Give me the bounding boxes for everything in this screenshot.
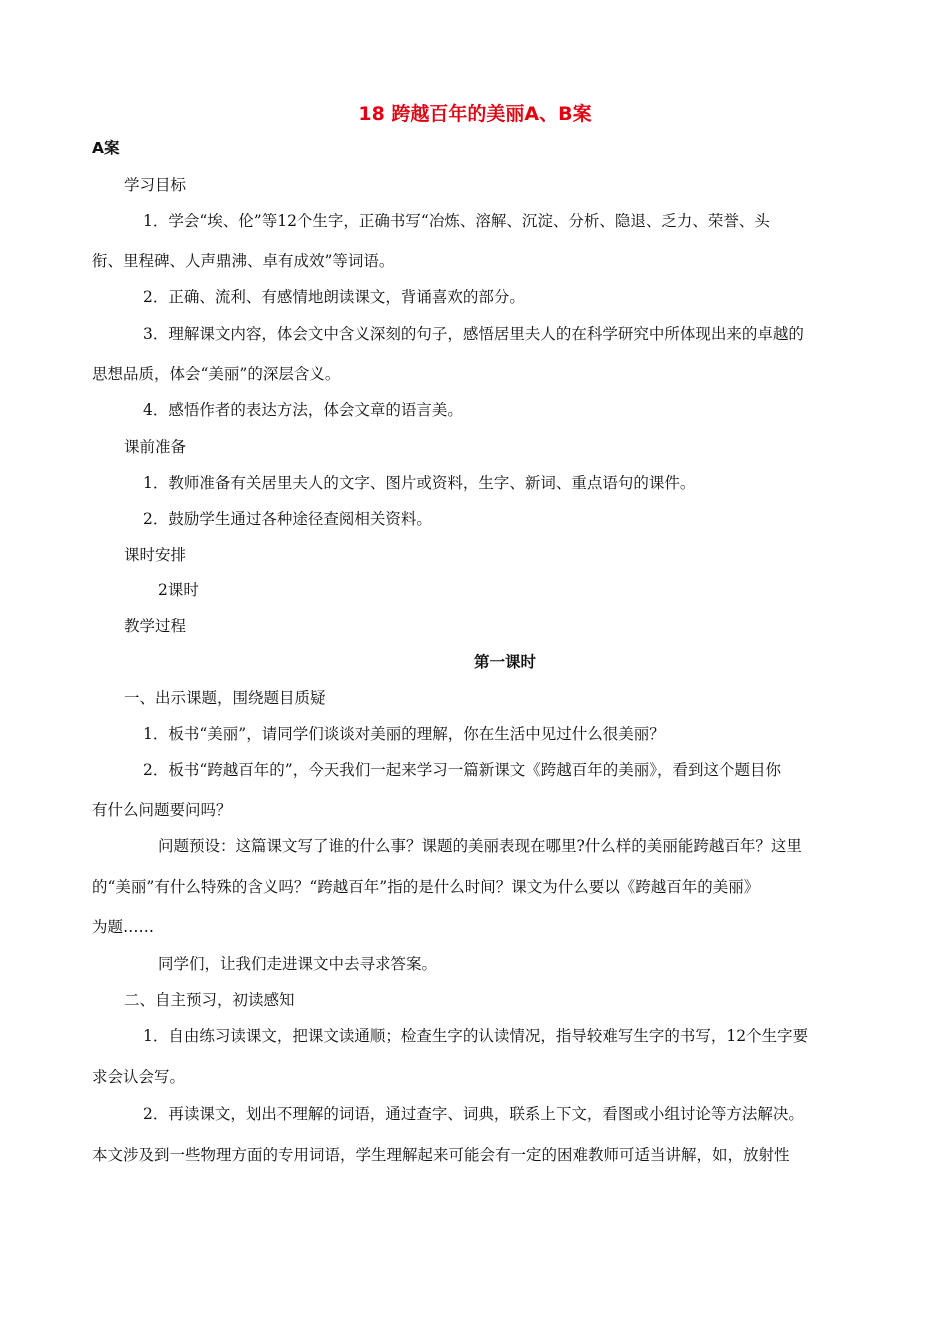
goal-1-line-2: 衔、里程碑、人声鼎沸、卓有成效”等词语。 (92, 252, 395, 270)
goal-2: 2．正确、流利、有感情地朗读课文，背诵喜欢的部分。 (143, 288, 525, 306)
part-2-heading: 二、自主预习，初读感知 (124, 991, 295, 1009)
question-preset-line-3: 为题…… (92, 918, 155, 936)
lesson-1-heading: 第一课时 (473, 653, 536, 671)
prep-2: 2．鼓励学生通过各种途径查阅相关资料。 (143, 510, 432, 528)
part-1-heading: 一、出示课题，围绕题目质疑 (124, 689, 326, 707)
part-2-item-1-line-2: 求会认会写。 (92, 1068, 186, 1086)
schedule-value: 2课时 (158, 581, 199, 599)
part-1-item-1: 1．板书“美丽”，请同学们谈谈对美丽的理解，你在生活中见过什么很美丽？ (143, 725, 665, 743)
process-heading: 教学过程 (124, 617, 187, 635)
prep-1: 1．教师准备有关居里夫人的文字、图片或资料，生字、新词、重点语句的课件。 (143, 474, 696, 492)
goal-3-line-1: 3．理解课文内容，体会文中含义深刻的句子，感悟居里夫人的在科学研究中所体现出来的卓越的 (143, 325, 804, 343)
schedule-heading: 课时安排 (124, 546, 187, 564)
question-preset-line-1: 问题预设：这篇课文写了谁的什么事？课题的美丽表现在哪里?什么样的美丽能跨越百年？这里 (158, 837, 802, 855)
prep-heading: 课前准备 (124, 438, 187, 456)
part-1-item-2-line-2: 有什么问题要问吗？ (92, 801, 232, 819)
question-preset-line-2: 的“美丽”有什么特殊的含义吗？“跨越百年”指的是什么时间？课文为什么要以《跨越百年的美丽》 (92, 878, 760, 896)
goal-3-line-2: 思想品质，体会“美丽”的深层含义。 (92, 365, 341, 383)
part-2-item-2-line-1: 2．再读课文，划出不理解的词语，通过查字、词典，联系上下文，看图或小组讨论等方法解决。 (143, 1105, 804, 1123)
goal-4: 4．感悟作者的表达方法，体会文章的语言美。 (143, 401, 463, 419)
part-1-item-2-line-1: 2．板书“跨越百年的”，今天我们一起来学习一篇新课文《跨越百年的美丽》，看到这个题目你 (143, 761, 781, 779)
document-title: 18 跨越百年的美丽A、B案 (358, 103, 592, 125)
transition-sentence: 同学们，让我们走进课文中去寻求答案。 (158, 955, 438, 973)
part-2-item-2-line-2: 本文涉及到一些物理方面的专用词语，学生理解起来可能会有一定的困难教师可适当讲解，如，放射性 (92, 1146, 790, 1164)
part-2-item-1-line-1: 1．自由练习读课文，把课文读通顺；检查生字的认读情况，指导较难写生字的书写，12个生字要 (143, 1027, 809, 1045)
goals-heading: 学习目标 (124, 176, 187, 194)
section-a-label: A案 (92, 139, 120, 157)
goal-1-line-1: 1．学会“埃、伦”等12个生字，正确书写“冶炼、溶解、沉淀、分析、隐退、乏力、荣誉、头 (143, 212, 770, 230)
